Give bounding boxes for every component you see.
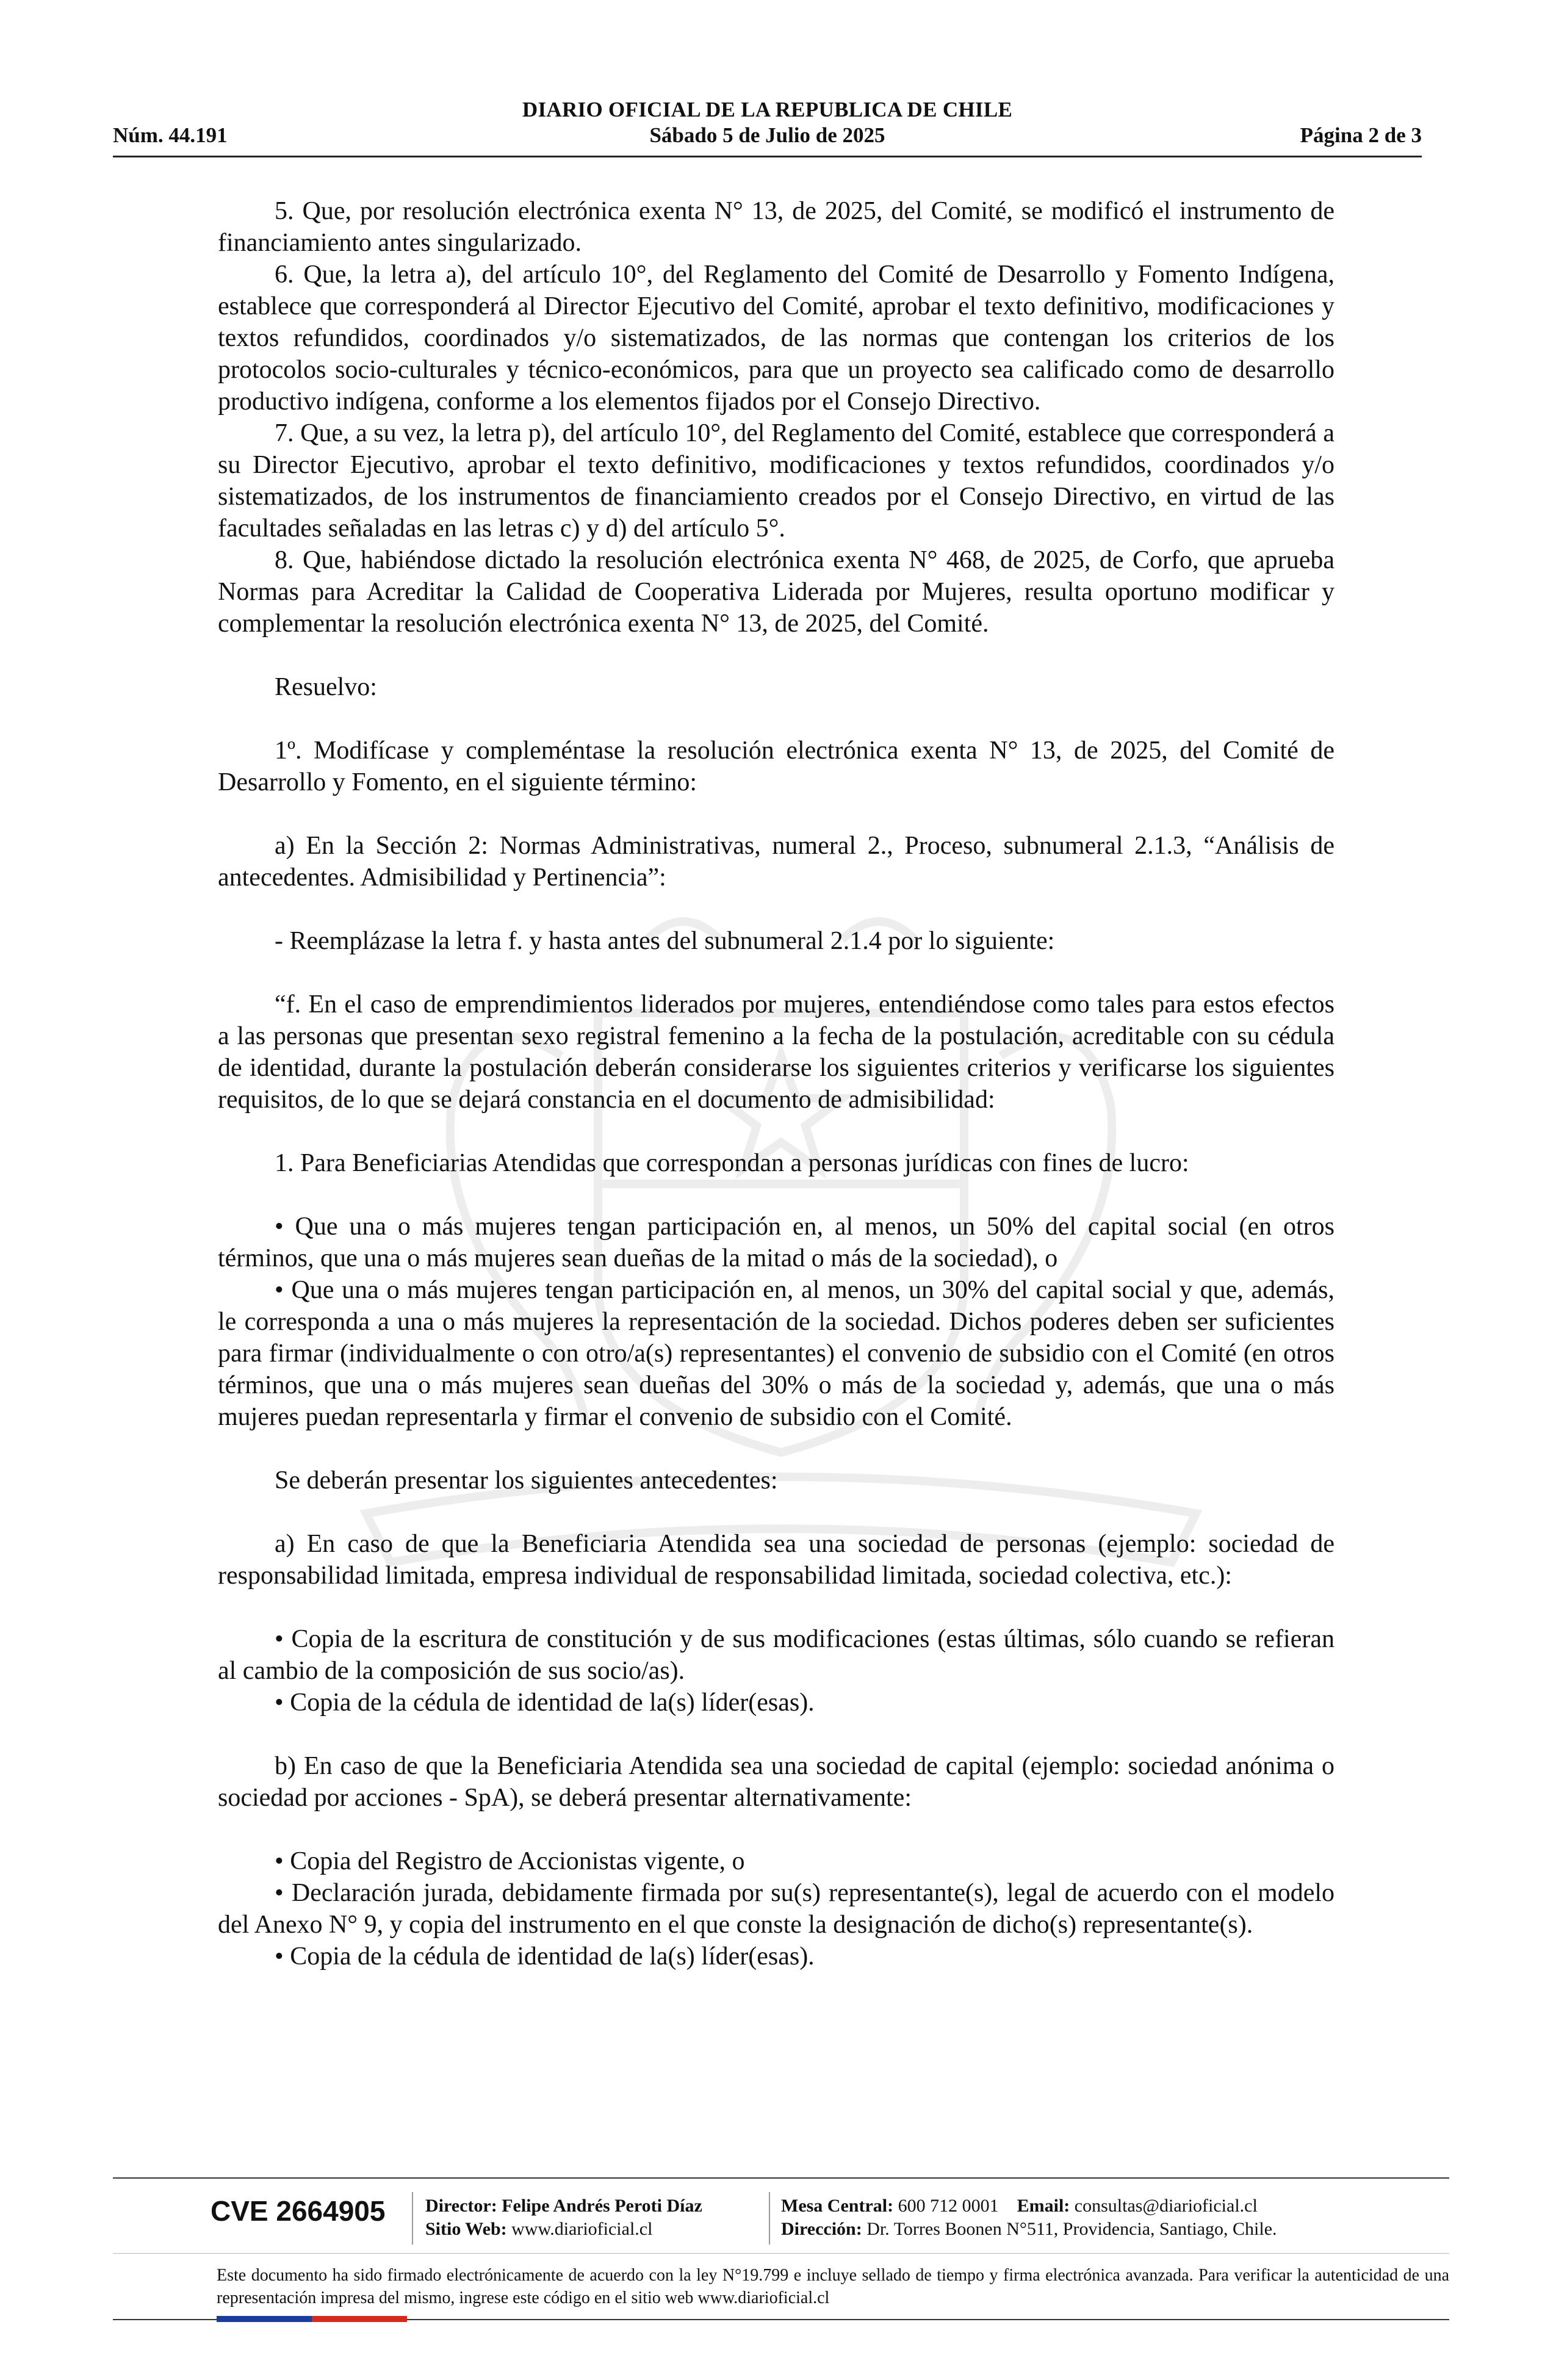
paragraph: 5. Que, por resolución electrónica exenta N° 13, de 2025, del Comité, se modificó el instrumento de financiamiento antes singularizado. <box>218 197 1334 257</box>
footer-mid-divider <box>113 2253 1449 2254</box>
paragraph-resuelvo: Resuelvo: <box>275 673 377 701</box>
email-link[interactable]: consultas@diarioficial.cl <box>1074 2196 1258 2216</box>
address-label: Dirección: <box>781 2219 862 2239</box>
paragraph: - Reemplázase la letra f. y hasta antes del subnumeral 2.1.4 por lo siguiente: <box>275 927 1055 955</box>
paragraph: 1º. Modifícase y compleméntase la resolución electrónica exenta N° 13, de 2025, del Comité de Desarrollo y Fomento, en el siguiente término: <box>218 737 1334 796</box>
paragraph: “f. En el caso de emprendimientos liderados por mujeres, entendiéndose como tales para estos efectos a las personas que presentan sexo registral femenino a la fecha de la postulación, acreditable con su cédula de identidad, durante la postulación deberán considerarse los siguientes criterios y verificarse los siguientes requisitos, de lo que se dejará constancia en el documento de admisibilidad: <box>218 990 1334 1114</box>
paragraph: 1. Para Beneficiarias Atendidas que correspondan a personas jurídicas con fines de lucro: <box>275 1149 1189 1177</box>
issue-date: Sábado 5 de Julio de 2025 <box>649 123 885 147</box>
bullet-item: • Que una o más mujeres tengan participación en, al menos, un 30% del capital social y que, además, le corresponda a una o más mujeres la representación de la sociedad. Dichos poderes deben ser suficientes para firmar (individualmente o con otro/a(s) representantes) el convenio de subsidio con el Comité (en otros términos, que una o más mujeres sean dueñas del 30% o más de la sociedad y, además, que una o más mujeres puedan representarla y firmar el convenio de subsidio con el Comité. <box>218 1276 1334 1431</box>
bullet-item: • Copia del Registro de Accionistas vigente, o <box>275 1847 745 1875</box>
header-row <box>113 123 1422 153</box>
footer-separator <box>412 2192 413 2245</box>
issue-number: Núm. 44.191 <box>113 123 228 147</box>
header-divider <box>113 156 1422 157</box>
paragraph: Se deberán presentar los siguientes antecedentes: <box>275 1466 778 1495</box>
flag-red-stripe <box>312 2316 407 2322</box>
footer-director-column <box>425 2194 702 2241</box>
page-number: Página 2 de 3 <box>1300 123 1422 147</box>
mesa-label: Mesa Central: <box>781 2196 894 2216</box>
email-label: Email: <box>1017 2196 1070 2216</box>
bullet-item: • Que una o más mujeres tengan participación en, al menos, un 50% del capital social (en otros términos, que una o más mujeres sean dueñas de la mitad o más de la sociedad), o <box>218 1213 1334 1272</box>
footer-separator <box>769 2192 770 2245</box>
site-link[interactable]: www.diarioficial.cl <box>511 2219 653 2239</box>
director-name: Felipe Andrés Peroti Díaz <box>502 2196 702 2216</box>
paragraph: b) En caso de que la Beneficiaria Atendida sea una sociedad de capital (ejemplo: sociedad anónima o sociedad por acciones - SpA), se deberá presentar alternativamente: <box>218 1752 1334 1812</box>
page-footer <box>113 2177 1449 2354</box>
flag-blue-stripe <box>217 2316 312 2322</box>
address-value: Dr. Torres Boonen N°511, Providencia, Santiago, Chile. <box>866 2219 1277 2239</box>
document-body <box>218 195 1334 1972</box>
paragraph: a) En caso de que la Beneficiaria Atendida sea una sociedad de personas (ejemplo: sociedad de responsabilidad limitada, empresa individual de responsabilidad limitada, sociedad colectiva, etc.): <box>218 1530 1334 1590</box>
paragraph: a) En la Sección 2: Normas Administrativas, numeral 2., Proceso, subnumeral 2.1.3, “Análisis de antecedentes. Admisibilidad y Pertinencia”: <box>218 832 1334 892</box>
flag-stripe <box>217 2316 407 2322</box>
bullet-item: • Copia de la cédula de identidad de la(s) líder(esas). <box>275 1942 815 1971</box>
bullet-item: • Copia de la escritura de constitución y de sus modificaciones (estas últimas, sólo cuando se refieran al cambio de la composición de sus socio/as). <box>218 1625 1334 1685</box>
mesa-value: 600 712 0001 <box>898 2196 999 2216</box>
director-label: Director: <box>425 2196 497 2216</box>
paragraph: 8. Que, habiéndose dictado la resolución electrónica exenta N° 468, de 2025, de Corfo, que aprueba Normas para Acreditar la Calidad de Cooperativa Liderada por Mujeres, resulta oportuno modificar y complementar la resolución electrónica exenta N° 13, de 2025, del Comité. <box>218 546 1334 638</box>
footer-contact-column <box>781 2194 1277 2241</box>
publication-title: DIARIO OFICIAL DE LA REPUBLICA DE CHILE <box>522 98 1013 121</box>
bullet-item: • Copia de la cédula de identidad de la(s) líder(esas). <box>275 1689 815 1717</box>
legal-notice: Este documento ha sido firmado electrónicamente de acuerdo con la ley N°19.799 e incluye sellado de tiempo y firma electrónica avanzada. Para verificar la autenticidad de una representación impresa del mismo, ingrese este código en el sitio web www.diarioficial.cl <box>217 2266 1449 2307</box>
cve-code: CVE 2664905 <box>211 2195 386 2227</box>
paragraph: 6. Que, la letra a), del artículo 10°, del Reglamento del Comité de Desarrollo y Fomento Indígena, establece que corresponderá al Director Ejecutivo del Comité, aprobar el texto definitivo, modificaciones y textos refundidos, coordinados y/o sistematizados, de las normas que contengan los criterios de los protocolos socio-culturales y técnico-económicos, para que un proyecto sea calificado como de desarrollo productivo indígena, conforme a los elementos fijados por el Consejo Directivo. <box>218 261 1334 416</box>
site-label: Sitio Web: <box>425 2219 507 2239</box>
paragraph: 7. Que, a su vez, la letra p), del artículo 10°, del Reglamento del Comité, establece que corresponderá a su Director Ejecutivo, aprobar el texto definitivo, modificaciones y textos refundidos, coordinados y/o sistematizados, de los instrumentos de financiamiento creados por el Consejo Directivo, en virtud de las facultades señaladas en las letras c) y d) del artículo 5°. <box>218 419 1334 543</box>
bullet-item: • Declaración jurada, debidamente firmada por su(s) representante(s), legal de acuerdo con el modelo del Anexo N° 9, y copia del instrumento en el que conste la designación de dicho(s) representante(s). <box>218 1879 1334 1939</box>
page-header <box>113 93 1422 160</box>
footer-top-divider <box>113 2177 1449 2179</box>
